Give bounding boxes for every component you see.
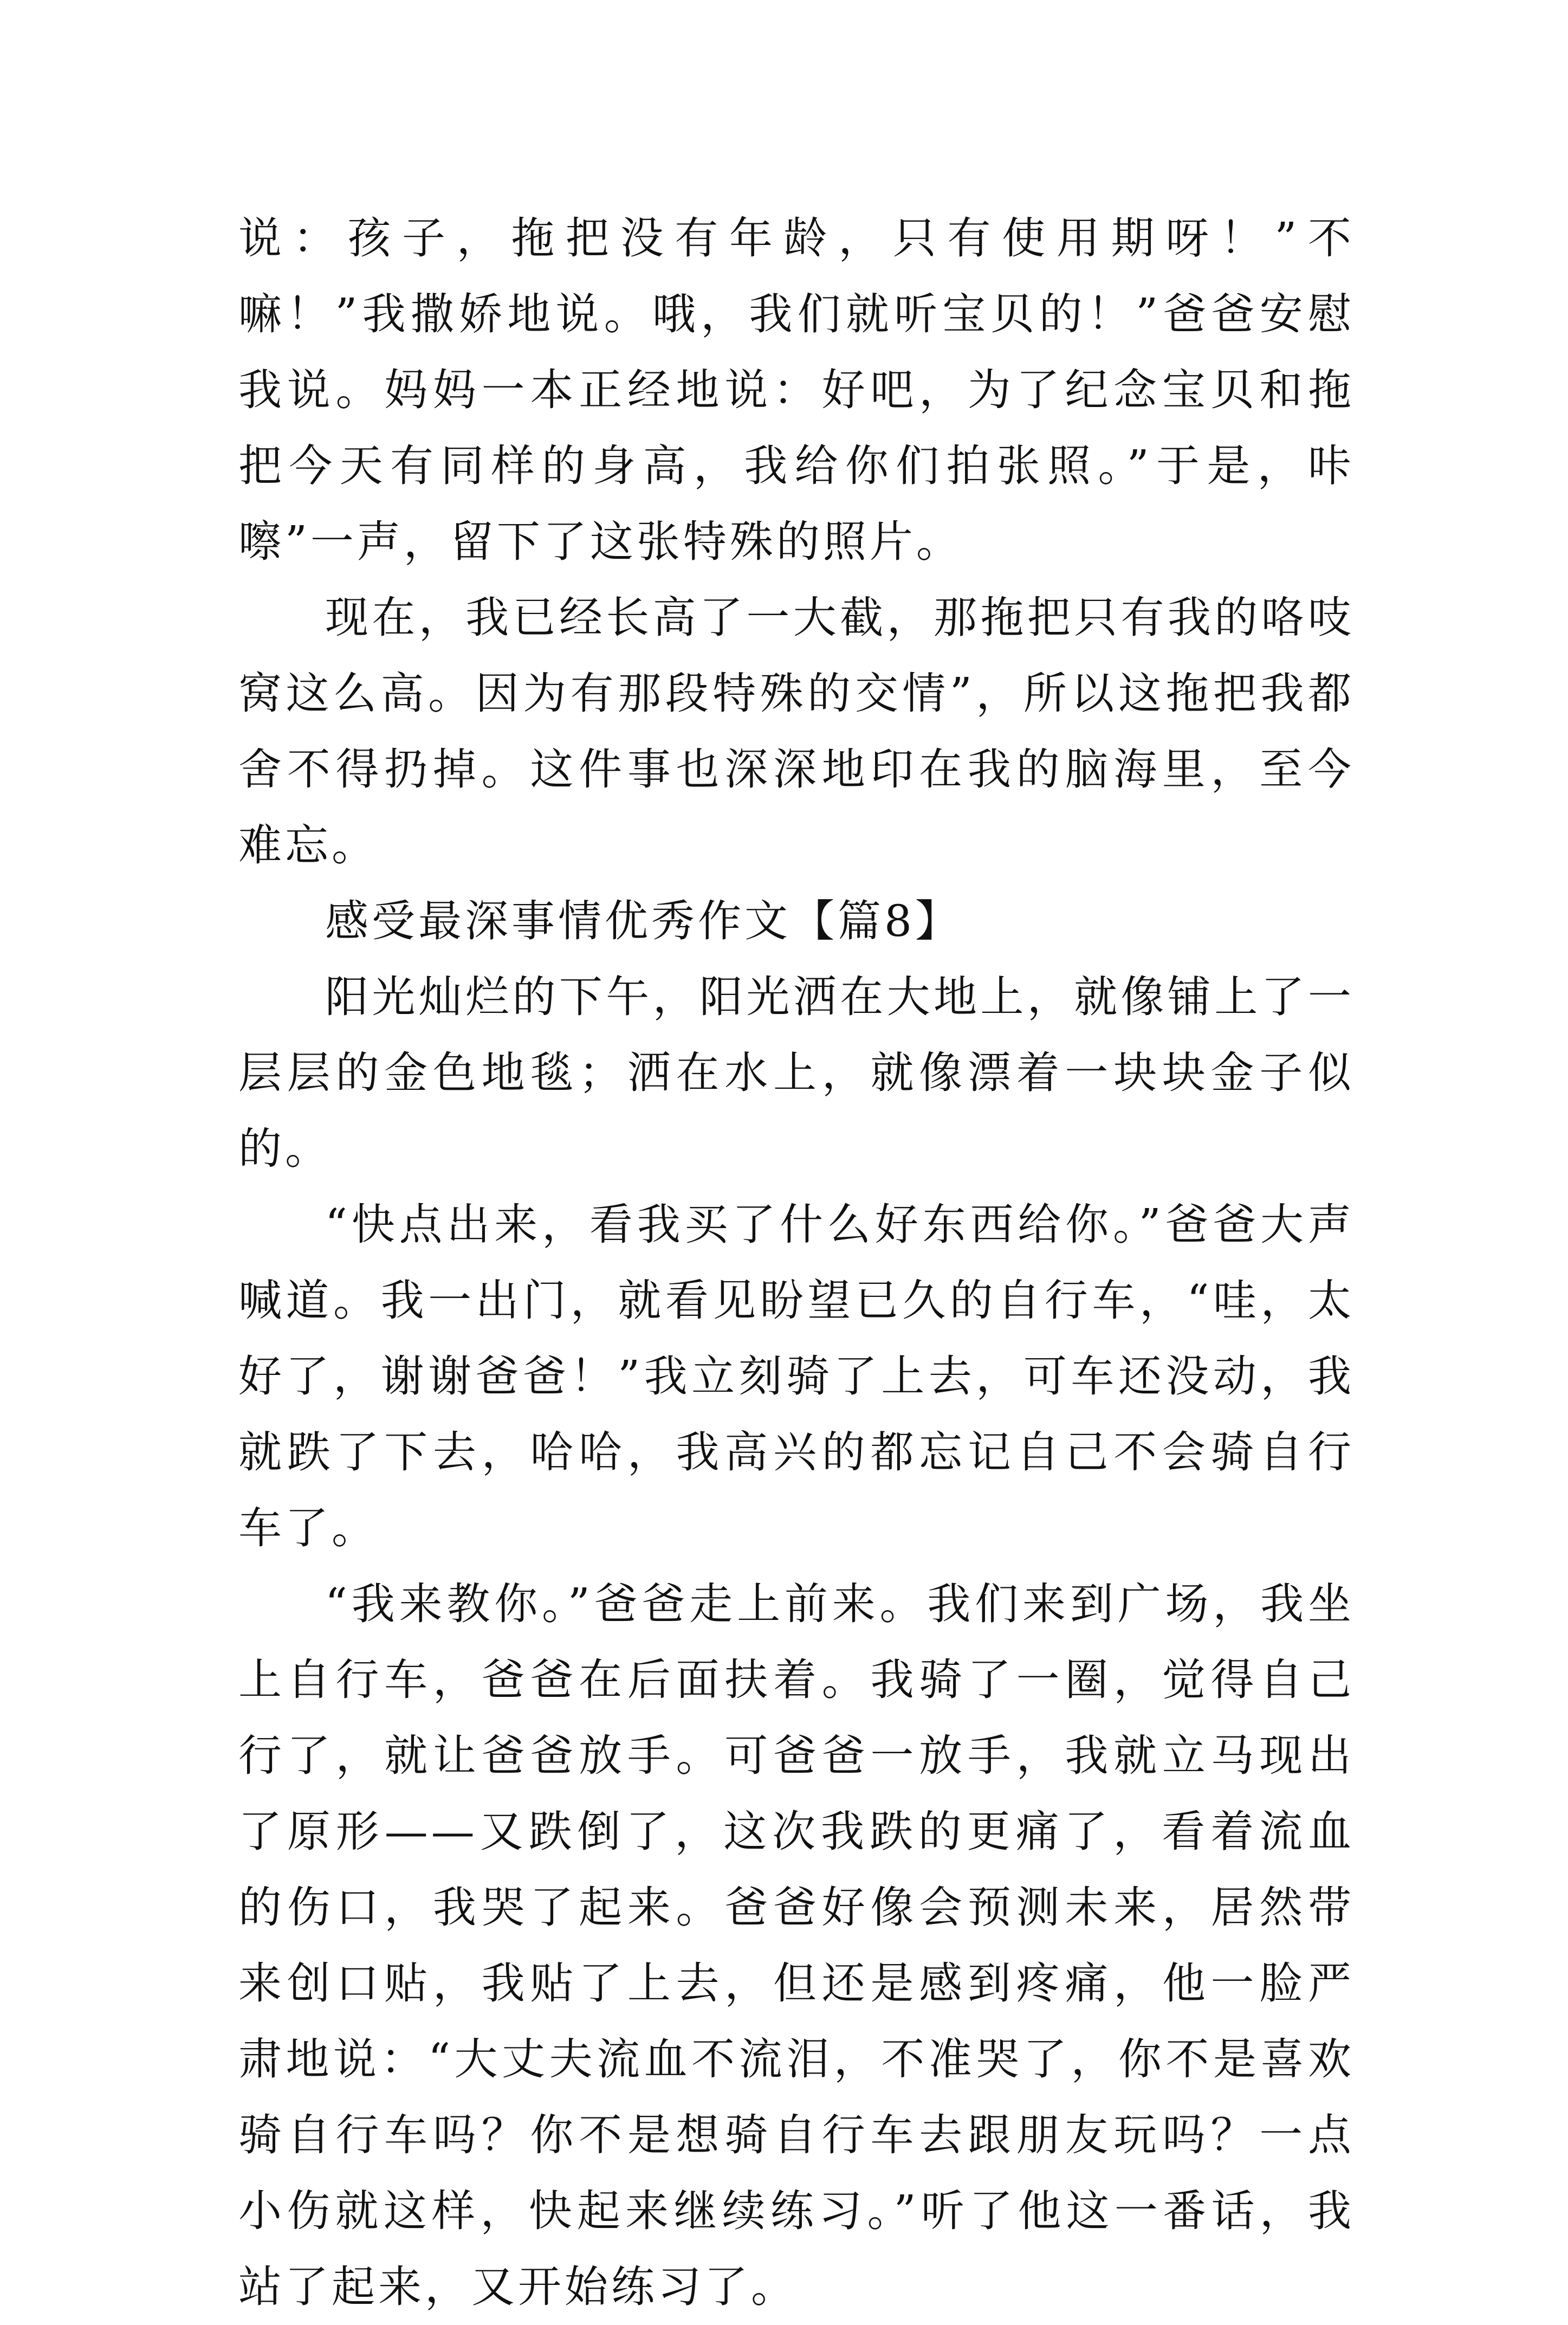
paragraph-sunny-afternoon: 阳光灿烂的下午，阳光洒在大地上，就像铺上了一层层的金色地毯；洒在水上，就像漂着一块块金子似的。 xyxy=(238,972,1355,1174)
paragraph-continued: 说：孩子，拖把没有年龄，只有使用期呀！”不嘛！”我撒娇地说。哦，我们就听宝贝的！”爸爸安慰我说。妈妈一本正经地说：好吧，为了纪念宝贝和拖把今天有同样的身高，我给你们拍张照。”于是，咔嚓”一声，留下了这张特殊的照片。 xyxy=(238,213,1355,567)
paragraph-now-taller: 现在，我已经长高了一大截，那拖把只有我的咯吱窝这么高。因为有那段特殊的交情”，所以这拖把我都舍不得扔掉。这件事也深深地印在我的脑海里，至今难忘。 xyxy=(238,592,1355,870)
document-body xyxy=(238,201,1355,2325)
paragraph-new-bicycle: “快点出来，看我买了什么好东西给你。”爸爸大声喊道。我一出门，就看见盼望已久的自行车，“哇，太好了，谢谢爸爸！”我立刻骑了上去，可车还没动，我就跌了下去，哈哈，我高兴的都忘记自己不会骑自行车了。 xyxy=(238,1199,1355,1553)
section-heading: 感受最深事情优秀作文【篇8】 xyxy=(325,896,962,946)
paragraph-learning-to-ride: “我来教你。”爸爸走上前来。我们来到广场，我坐上自行车，爸爸在后面扶着。我骑了一圈，觉得自己行了，就让爸爸放手。可爸爸一放手，我就立马现出了原形——又跌倒了，这次我跌的更痛了，看着流血的伤口，我哭了起来。爸爸好像会预测未来，居然带来创口贴，我贴了上去，但还是感到疼痛，他一脸严肃地说：“大丈夫流血不流泪，不准哭了，你不是喜欢骑自行车吗？你不是想骑自行车去跟朋友玩吗？一点小伤就这样，快起来继续练习。”听了他这一番话，我站了起来，又开始练习了。 xyxy=(238,1579,1355,2312)
